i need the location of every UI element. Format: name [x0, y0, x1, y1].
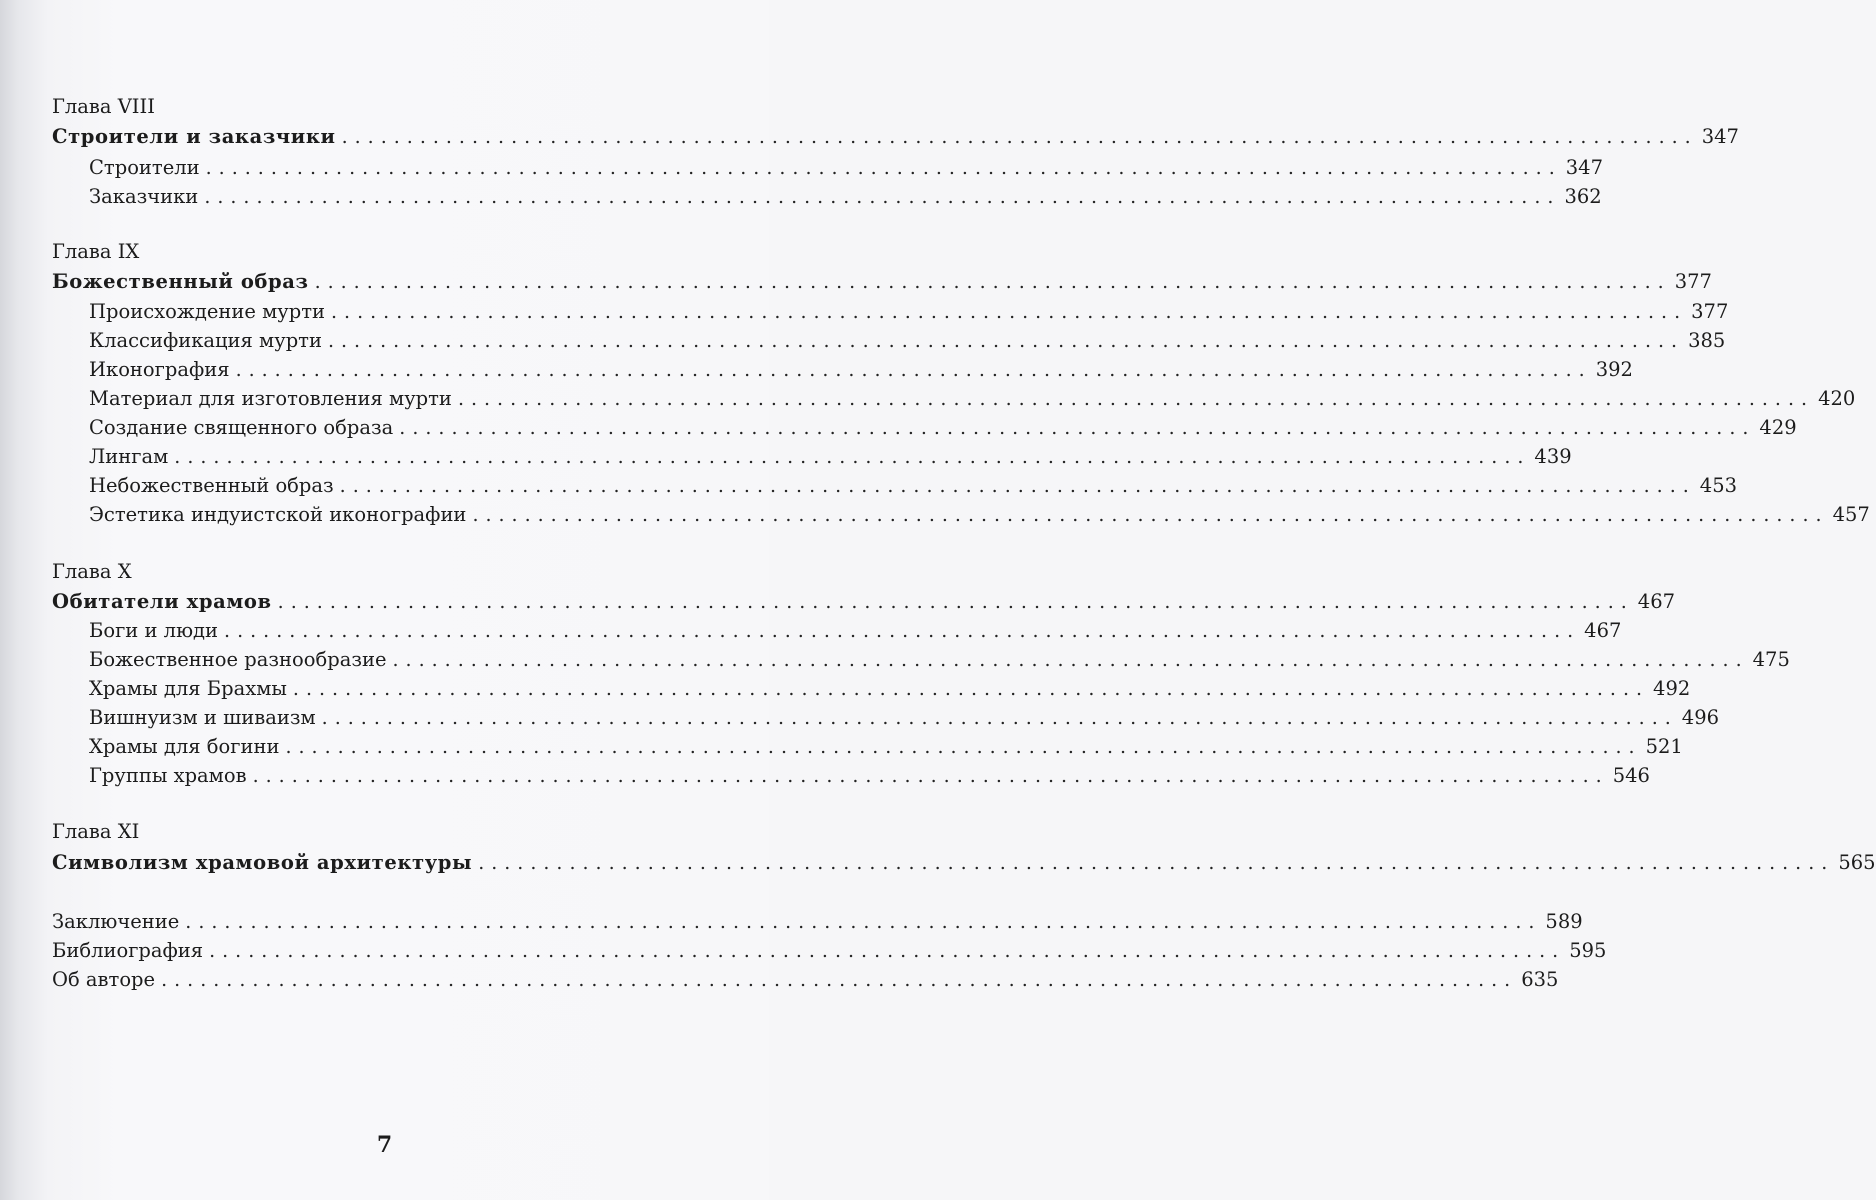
chapter-title-row — [52, 584, 1676, 614]
dot-leader: ........................................................................................................ — [209, 940, 1566, 962]
toc-entry — [89, 468, 1738, 498]
entry-title: Группы храмов — [89, 764, 247, 787]
page-number: 589 — [1545, 910, 1583, 933]
toc-entry — [89, 381, 1856, 411]
dot-leader: ........................................................................................................ — [252, 765, 1609, 787]
toc-entry — [52, 904, 1583, 934]
chapter-label: Глава X — [52, 560, 132, 583]
page-number: 362 — [1564, 185, 1602, 208]
dot-leader: ........................................................................................................ — [292, 678, 1650, 700]
page-number: 347 — [1701, 125, 1739, 148]
page-number: 385 — [1688, 329, 1726, 352]
entry-title: Происхождение мурти — [89, 300, 326, 323]
dot-leader: ........................................................................................................ — [277, 591, 1634, 613]
page-number: 429 — [1759, 416, 1797, 439]
toc-entry — [89, 671, 1691, 701]
toc-entry — [89, 150, 1603, 180]
page-number: 521 — [1645, 735, 1683, 758]
page-number: 595 — [1569, 939, 1607, 962]
chapter-title-row — [52, 119, 1739, 149]
page-number: 546 — [1612, 764, 1650, 787]
toc-entry — [89, 410, 1797, 440]
toc-entry — [89, 613, 1622, 643]
dot-leader: ........................................................................................................ — [285, 736, 1642, 758]
entry-title: Лингам — [89, 445, 169, 468]
toc-entry — [52, 933, 1607, 963]
chapter-title: Обитатели храмов — [52, 590, 272, 613]
toc-entry — [89, 323, 1726, 353]
entry-title: Заключение — [52, 910, 180, 933]
dot-leader: ........................................................................................................ — [327, 330, 1685, 352]
dot-leader: ........................................................................................................ — [204, 186, 1561, 208]
chapter-label: Глава XI — [52, 820, 140, 843]
toc-entry — [89, 439, 1572, 469]
page-number: 467 — [1637, 590, 1676, 613]
page-number: 475 — [1752, 648, 1790, 671]
entry-title: Строители — [89, 156, 200, 179]
page-folio-number: 7 — [376, 1132, 393, 1158]
toc-entry — [89, 642, 1790, 672]
page-number: 457 — [1832, 503, 1870, 526]
entry-title: Храмы для Брахмы — [89, 677, 287, 700]
page-number: 420 — [1818, 387, 1856, 410]
dot-leader: ........................................................................................................ — [339, 475, 1696, 497]
chapter-title-row — [52, 845, 1876, 875]
chapter-title: Символизм храмовой архитектуры — [52, 851, 473, 874]
dot-leader: ........................................................................................................ — [174, 446, 1531, 468]
page-number: 453 — [1699, 474, 1738, 497]
page-number: 565 — [1838, 851, 1876, 874]
entry-title: Создание священного образа — [89, 416, 394, 439]
page-number: 347 — [1565, 156, 1603, 179]
page-number: 635 — [1521, 968, 1559, 991]
entry-title: Иконография — [89, 358, 230, 381]
chapter-label: Глава IX — [52, 240, 140, 263]
chapter-label: Глава VIII — [52, 95, 155, 118]
page-number: 496 — [1681, 706, 1720, 729]
dot-leader: ........................................................................................................ — [392, 649, 1749, 671]
page-number: 392 — [1595, 358, 1633, 381]
toc-entry — [89, 729, 1683, 759]
dot-leader: ........................................................................................................ — [331, 301, 1688, 323]
page-number: 467 — [1584, 619, 1622, 642]
entry-title: Заказчики — [89, 185, 199, 208]
dot-leader: ........................................................................................................ — [321, 707, 1678, 729]
dot-leader: ........................................................................................................ — [185, 911, 1542, 933]
entry-title: Небожественный образ — [89, 474, 334, 497]
entry-title: Храмы для богини — [89, 735, 280, 758]
toc-entry — [89, 294, 1729, 324]
toc-entry — [52, 962, 1559, 992]
dot-leader: ........................................................................................................ — [161, 969, 1518, 991]
toc-entry — [89, 497, 1870, 527]
dot-leader: ........................................................................................................ — [235, 359, 1592, 381]
entry-title: Библиография — [52, 939, 204, 962]
toc-entry — [89, 700, 1720, 730]
entry-title: Боги и люди — [89, 619, 219, 642]
chapter-title: Божественный образ — [52, 270, 309, 293]
dot-leader: ........................................................................................................ — [341, 126, 1698, 148]
chapter-title-row — [52, 264, 1712, 294]
dot-leader: ........................................................................................................ — [205, 157, 1562, 179]
toc-entry — [89, 179, 1602, 209]
dot-leader: ........................................................................................................ — [399, 417, 1756, 439]
dot-leader: ........................................................................................................ — [224, 620, 1581, 642]
toc-entry — [89, 352, 1633, 382]
entry-title: Вишнуизм и шиваизм — [89, 706, 316, 729]
dot-leader: ........................................................................................................ — [478, 852, 1835, 874]
dot-leader: ........................................................................................................ — [314, 271, 1671, 293]
entry-title: Эстетика индуистской иконографии — [89, 503, 467, 526]
page-number: 439 — [1534, 445, 1572, 468]
entry-title: Божественное разнообразие — [89, 648, 387, 671]
page-number: 377 — [1674, 270, 1712, 293]
page-number: 492 — [1653, 677, 1691, 700]
entry-title: Об авторе — [52, 968, 156, 991]
dot-leader: ........................................................................................................ — [457, 388, 1815, 410]
entry-title: Классификация мурти — [89, 329, 322, 352]
page-number: 377 — [1691, 300, 1729, 323]
entry-title: Материал для изготовления мурти — [89, 387, 452, 410]
dot-leader: ........................................................................................................ — [472, 504, 1829, 526]
toc-entry — [89, 758, 1650, 788]
chapter-title: Строители и заказчики — [52, 125, 336, 148]
